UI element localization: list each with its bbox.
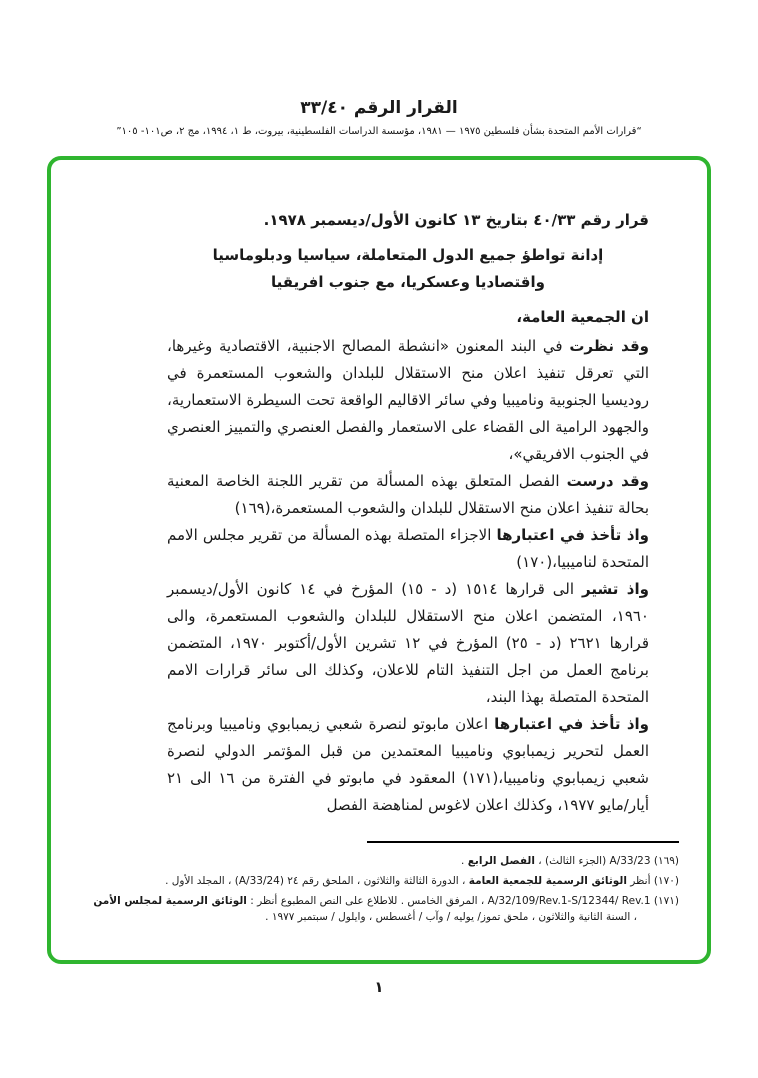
footnote-text: أنظر bbox=[626, 875, 651, 887]
footnote-text: A/33/23 (الجزء الثالث) ، bbox=[534, 855, 651, 867]
paragraph-considered bbox=[167, 333, 649, 468]
document-header bbox=[0, 0, 758, 137]
paragraph-lead: واذ تشير bbox=[582, 580, 649, 598]
paragraph-text: اعلان مابوتو لنصرة شعبي زيمبابوي وناميبيا وبرنامج العمل لتحرير زيمبابوي وناميبيا المعتمدين من قبل المؤتمر الدولي لنصرة شعبي زيمبابوي وناميبيا،(١٧١) المعقود في مابوتو في الفترة من ١٦ الى ٢١ أيار/مايو ١٩٧٧، وكذلك اعلان لاغوس لمناهضة الفصل bbox=[167, 715, 649, 814]
page-title: القرار الرقم ٣٣/٤٠ bbox=[300, 98, 458, 118]
paragraph-recalling-resolutions bbox=[167, 576, 649, 711]
footnote-text: A/32/109/Rev.1-S/12344/ Rev.1 ، المرفق الخامس . للاطلاع على النص المطبوع أنظر : bbox=[246, 895, 651, 907]
footnote-marker: (١٧٠) bbox=[653, 875, 679, 887]
resolution-box bbox=[47, 156, 711, 964]
footnotes-section bbox=[89, 841, 679, 925]
paragraph-taking-into-account-council bbox=[167, 522, 649, 576]
paragraph-text: الاجزاء المتصلة بهذه المسألة من تقرير مجلس الامم المتحدة لناميبيا،(١٧٠) bbox=[167, 526, 649, 571]
paragraph-lead: وقد نظرت bbox=[569, 337, 649, 355]
footnote-marker: (١٦٩) bbox=[653, 855, 679, 867]
footnote-emphasis: الوثائق الرسمية لمجلس الأمن bbox=[93, 895, 247, 907]
footnote-text: . bbox=[461, 855, 468, 867]
footnote-separator-rule bbox=[367, 841, 679, 843]
resolution-heading: قرار رقم ٤٠/٣٣ بتاريخ ١٣ كانون الأول/ديسمبر ١٩٧٨. bbox=[263, 211, 649, 229]
footnote-169 bbox=[89, 853, 679, 869]
paragraph-lead: واذ تأخذ في اعتبارها bbox=[496, 526, 649, 544]
paragraph-text: الى قرارها ١٥١٤ (د - ١٥) المؤرخ في ١٤ كانون الأول/ديسمبر ١٩٦٠، المتضمن اعلان منح الاستقلال للبلدان والشعوب المستعمرة، والى قرارها ٢٦٢١ (د - ٢٥) المؤرخ في ١٢ تشرين الأول/أكتوبر ١٩٧٠، المتضمن برنامج العمل من اجل التنفيذ التام للاعلان، وكذلك الى سائر قرارات الامم المتحدة المتصلة بهذا البند، bbox=[167, 580, 649, 706]
footnote-170 bbox=[89, 873, 679, 889]
resolution-body bbox=[167, 206, 649, 819]
footnote-emphasis: الوثائق الرسمية للجمعية العامة bbox=[468, 875, 627, 887]
page-number: ١ bbox=[374, 978, 384, 996]
resolution-title-line1: إدانة تواطؤ جميع الدول المتعاملة، سياسيا ودبلوماسيا bbox=[212, 246, 604, 264]
paragraph-maputo-declaration bbox=[167, 711, 649, 819]
footnote-marker: (١٧١) bbox=[653, 895, 679, 907]
paragraph-text: الفصل المتعلق بهذه المسألة من تقرير اللجنة الخاصة المعنية بحالة تنفيذ اعلان منح الاستقلال للبلدان والشعوب المستعمرة،(١٦٩) bbox=[167, 472, 649, 517]
paragraph-text: في البند المعنون «انشطة المصالح الاجنبية، الاقتصادية وغيرها، التي تعرقل تنفيذ اعلان منح الاستقلال للبلدان والشعوب المستعمرة في روديسيا الجنوبية وناميبيا وفي سائر الاقاليم الواقعة تحت السيطرة الاستعمارية، والجهود الرامية الى القضاء على الاستعمار والفصل العنصري والتمييز العنصري في الجنوب الافريقي»، bbox=[167, 337, 649, 463]
source-citation: “قرارات الأمم المتحدة بشأن فلسطين ١٩٧٥ — ١٩٨١، مؤسسة الدراسات الفلسطينية، بيروت، ط ١، ١٩٩٤، مج ٢، ص١٠١- ١٠٥” bbox=[116, 126, 642, 137]
footnote-171 bbox=[89, 893, 679, 925]
footnote-emphasis: الفصل الرابع bbox=[467, 855, 535, 867]
resolution-title-line2: واقتصاديا وعسكريا، مع جنوب افريقيا bbox=[271, 273, 545, 291]
paragraph-examined bbox=[167, 468, 649, 522]
footnote-text: ، الدورة الثالثة والثلاثون ، الملحق رقم ٢٤ (A/33/24) ، المجلد الأول . bbox=[165, 875, 469, 887]
footnote-text: ، السنة الثانية والثلاثون ، ملحق تموز/ يوليه / وآب / أغسطس ، وايلول / سبتمبر ١٩٧٧ . bbox=[265, 911, 637, 923]
resolution-opening: ان الجمعية العامة، bbox=[516, 308, 649, 326]
paragraph-lead: وقد درست bbox=[566, 472, 649, 490]
paragraph-lead: واذ تأخذ في اعتبارها bbox=[494, 715, 649, 733]
